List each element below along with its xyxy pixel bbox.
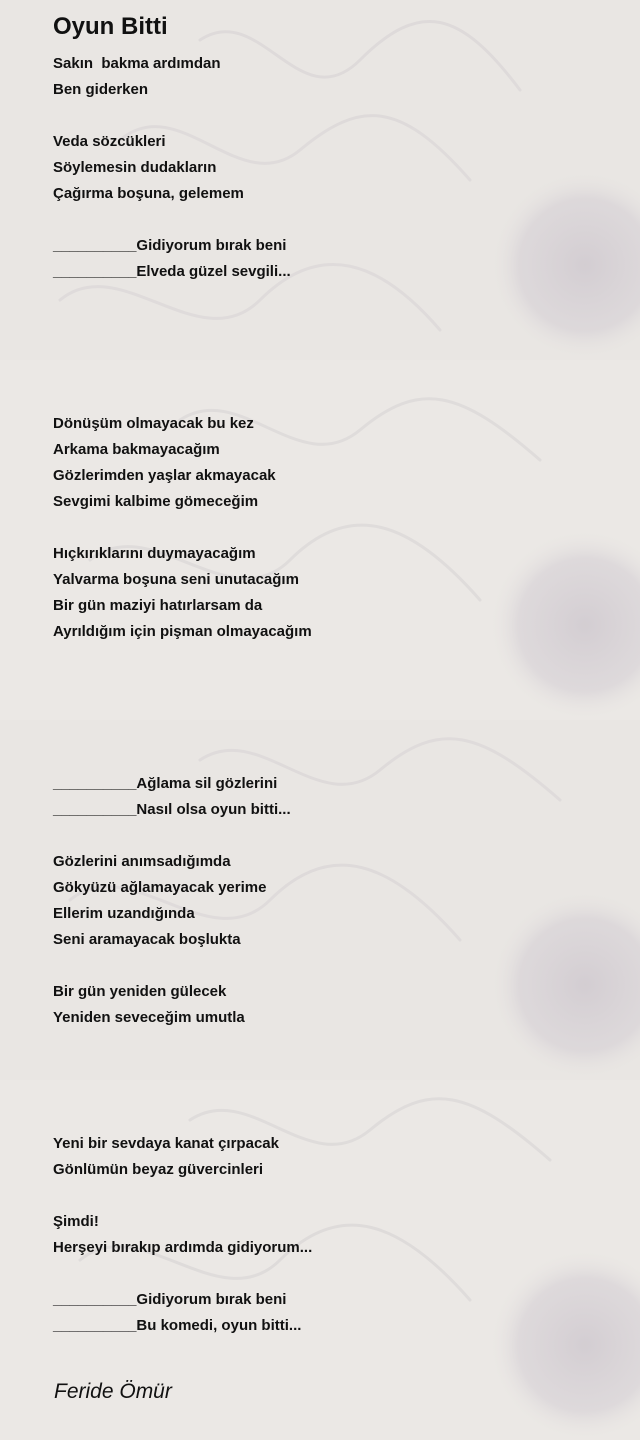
poem-line: __________Elveda güzel sevgili... <box>53 263 291 280</box>
poem-line: Sevgimi kalbime gömeceğim <box>53 493 259 510</box>
poem-line: Seni aramayacak boşlukta <box>53 931 241 948</box>
poem-line: Bir gün maziyi hatırlarsam da <box>53 597 263 614</box>
poem-line: Gönlümün beyaz güvercinleri <box>53 1161 264 1178</box>
poem-line: Gözlerini anımsadığımda <box>53 853 231 870</box>
poem-line: Herşeyi bırakıp ardımda gidiyorum... <box>53 1239 313 1256</box>
poem-line: __________Gidiyorum bırak beni <box>53 1291 287 1308</box>
poem-line: Dönüşüm olmayacak bu kez <box>53 415 254 432</box>
poem-line: Yeni bir sevdaya kanat çırpacak <box>53 1135 279 1152</box>
poem-line: Gözlerimden yaşlar akmayacak <box>53 467 276 484</box>
poem-line: Şimdi! <box>53 1213 99 1230</box>
poem-line: __________Ağlama sil gözlerini <box>53 775 278 792</box>
poem-line: Çağırma boşuna, gelemem <box>53 185 244 202</box>
poem-line: Sakın bakma ardımdan <box>53 55 221 72</box>
poem-line: __________Gidiyorum bırak beni <box>53 237 287 254</box>
poem-line: Ben giderken <box>53 81 149 98</box>
poem-line: Ayrıldığım için pişman olmayacağım <box>53 623 312 640</box>
poem-line: __________Nasıl olsa oyun bitti... <box>53 801 291 818</box>
poem-author: Feride Ömür <box>54 1380 172 1403</box>
poem-line: __________Bu komedi, oyun bitti... <box>53 1317 302 1334</box>
poem-line: Bir gün yeniden gülecek <box>53 983 227 1000</box>
poem-line: Gökyüzü ağlamayacak yerime <box>53 879 267 896</box>
poem-line: Söylemesin dudakların <box>53 159 217 176</box>
poem-line: Arkama bakmayacağım <box>53 441 220 458</box>
poem-line: Ellerim uzandığında <box>53 905 195 922</box>
poem-line: Hıçkırıklarını duymayacağım <box>53 545 256 562</box>
poem-line: Yeniden seveceğim umutla <box>53 1009 245 1026</box>
poem-title: Oyun Bitti <box>53 13 168 40</box>
poem-line: Veda sözcükleri <box>53 133 166 150</box>
poem-line: Yalvarma boşuna seni unutacağım <box>53 571 299 588</box>
